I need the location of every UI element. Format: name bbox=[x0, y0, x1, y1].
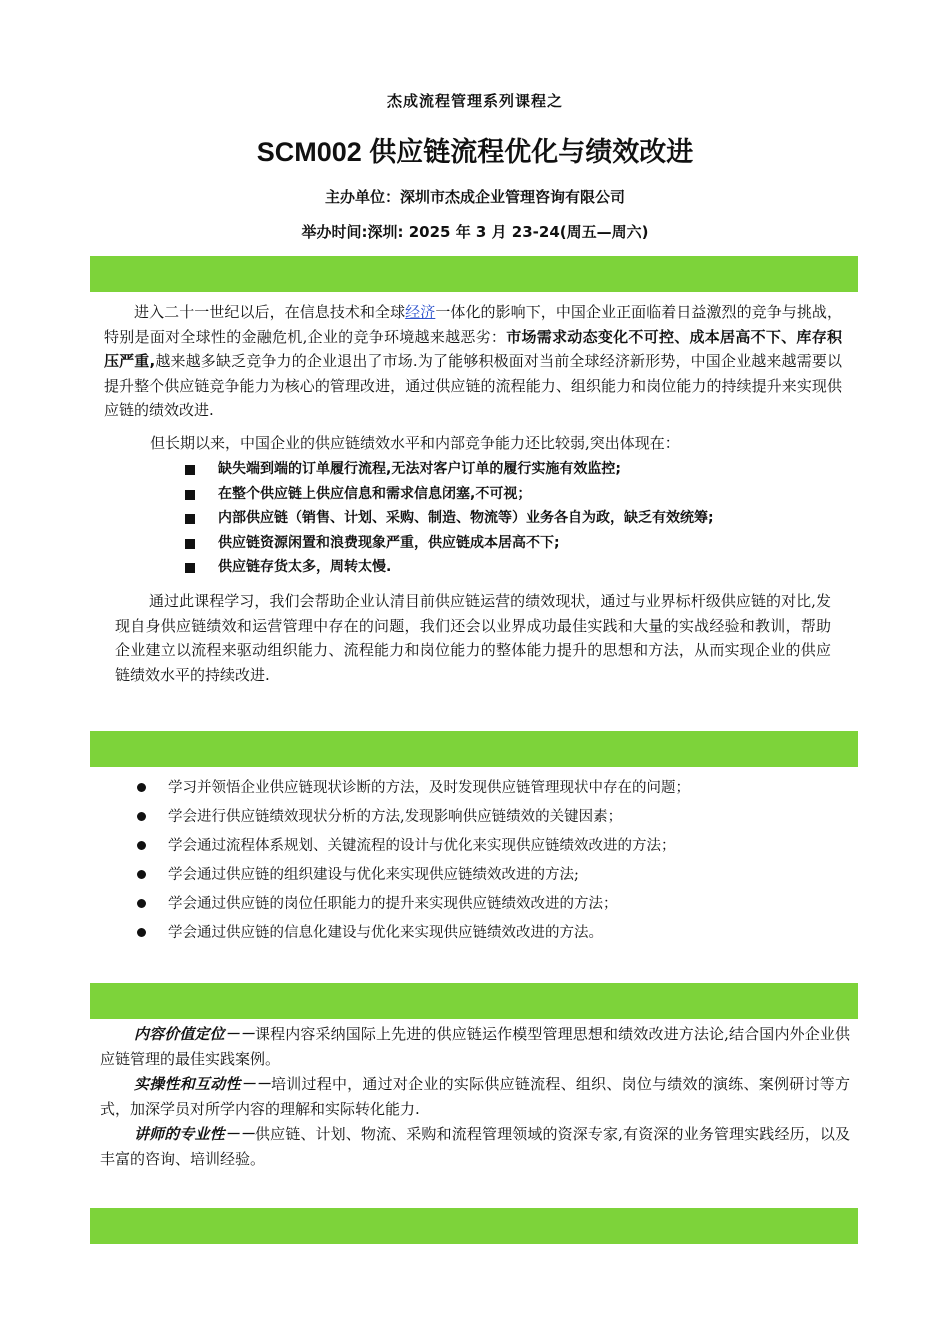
dot-bullet-icon bbox=[137, 841, 146, 850]
square-bullet-icon bbox=[185, 490, 195, 500]
dot-bullet-icon bbox=[137, 899, 146, 908]
square-bullet-icon bbox=[185, 539, 195, 549]
organizer-line: 主办单位：深圳市杰成企业管理咨询有限公司 bbox=[324, 188, 625, 206]
course-title: SCM002 供应链流程优化与绩效改进 bbox=[256, 137, 694, 167]
section-bar-features bbox=[90, 983, 858, 1019]
section-bar-objectives bbox=[90, 731, 858, 767]
background-paragraph-1: 进入二十一世纪以后，在信息技术和全球经济一体化的影响下，中国企业正面临着日益激烈的竞争与挑战，特别是面对全球性的金融危机,企业的竞争环境越来越恶劣：市场需求动态变化不可控、成本居高不下、库存积压严重,越来越多缺乏竞争力的企业退出了市场.为了能够积极面对当前全球经济新形势，中国企业越来越需要以提升整个供应链竞争能力为核心的管理改进，通过供应链的流程能力、组织能力和岗位能力的持续提升来实现供应链的绩效改进. bbox=[104, 303, 843, 419]
list-item: 缺失端到端的订单履行流程,无法对客户订单的履行实施有效监控; bbox=[180, 457, 840, 482]
feature-practicality: 实操性和互动性－－培训过程中，通过对企业的实际供应链流程、组织、岗位与绩效的演练、案例研讨等方式，加深学员对所学内容的理解和实际转化能力. bbox=[100, 1075, 850, 1118]
list-item: 学会通过供应链的信息化建设与优化来实现供应链绩效改进的方法。 bbox=[130, 921, 830, 950]
list-item: 学会通过供应链的组织建设与优化来实现供应链绩效改进的方法; bbox=[130, 863, 830, 892]
list-item: 学会通过供应链的岗位任职能力的提升来实现供应链绩效改进的方法； bbox=[130, 892, 830, 921]
date-line: 举办时间:深圳: 2025 年 3 月 23-24(周五—周六) bbox=[301, 223, 649, 241]
background-paragraph-2: 但长期以来，中国企业的供应链绩效水平和内部竞争能力还比较弱,突出体现在： bbox=[150, 434, 680, 452]
square-bullet-icon bbox=[185, 514, 195, 524]
square-bullet-icon bbox=[185, 563, 195, 573]
feature-instructor: 讲师的专业性－－供应链、计划、物流、采购和流程管理领域的资深专家,有资深的业务管理实践经历，以及丰富的咨询、培训经验。 bbox=[100, 1125, 850, 1168]
dot-bullet-icon bbox=[137, 870, 146, 879]
economy-link[interactable]: 经济 bbox=[405, 303, 436, 321]
list-item: 供应链存货太多，周转太慢. bbox=[180, 555, 840, 580]
dot-bullet-icon bbox=[137, 783, 146, 792]
list-item: 供应链资源闲置和浪费现象严重，供应链成本居高不下; bbox=[180, 531, 840, 556]
series-heading: 杰成流程管理系列课程之 bbox=[386, 92, 563, 110]
problems-list bbox=[180, 457, 840, 580]
dot-bullet-icon bbox=[137, 812, 146, 821]
section-bar-background bbox=[90, 256, 858, 292]
objectives-list bbox=[130, 776, 830, 950]
feature-content-value: 内容价值定位－－课程内容采纳国际上先进的供应链运作模型管理思想和绩效改进方法论,结合国内外企业供应链管理的最佳实践案例。 bbox=[100, 1025, 850, 1068]
list-item: 在整个供应链上供应信息和需求信息闭塞,不可视； bbox=[180, 482, 840, 507]
square-bullet-icon bbox=[185, 465, 195, 475]
list-item: 学习并领悟企业供应链现状诊断的方法，及时发现供应链管理现状中存在的问题； bbox=[130, 776, 830, 805]
list-item: 学会通过流程体系规划、关键流程的设计与优化来实现供应链绩效改进的方法； bbox=[130, 834, 830, 863]
section-bar-bottom bbox=[90, 1208, 858, 1244]
list-item: 学会进行供应链绩效现状分析的方法,发现影响供应链绩效的关键因素； bbox=[130, 805, 830, 834]
background-paragraph-3: 通过此课程学习，我们会帮助企业认清目前供应链运营的绩效现状，通过与业界标杆级供应链的对比,发现自身供应链绩效和运营管理中存在的问题，我们还会以业界成功最佳实践和大量的实战经验和教训，帮助企业建立以流程来驱动组织能力、流程能力和岗位能力的整体能力提升的思想和方法，从而实现企业的供应链绩效水平的持续改进. bbox=[115, 592, 831, 684]
list-item: 内部供应链（销售、计划、采购、制造、物流等）业务各自为政，缺乏有效统筹; bbox=[180, 506, 840, 531]
dot-bullet-icon bbox=[137, 928, 146, 937]
